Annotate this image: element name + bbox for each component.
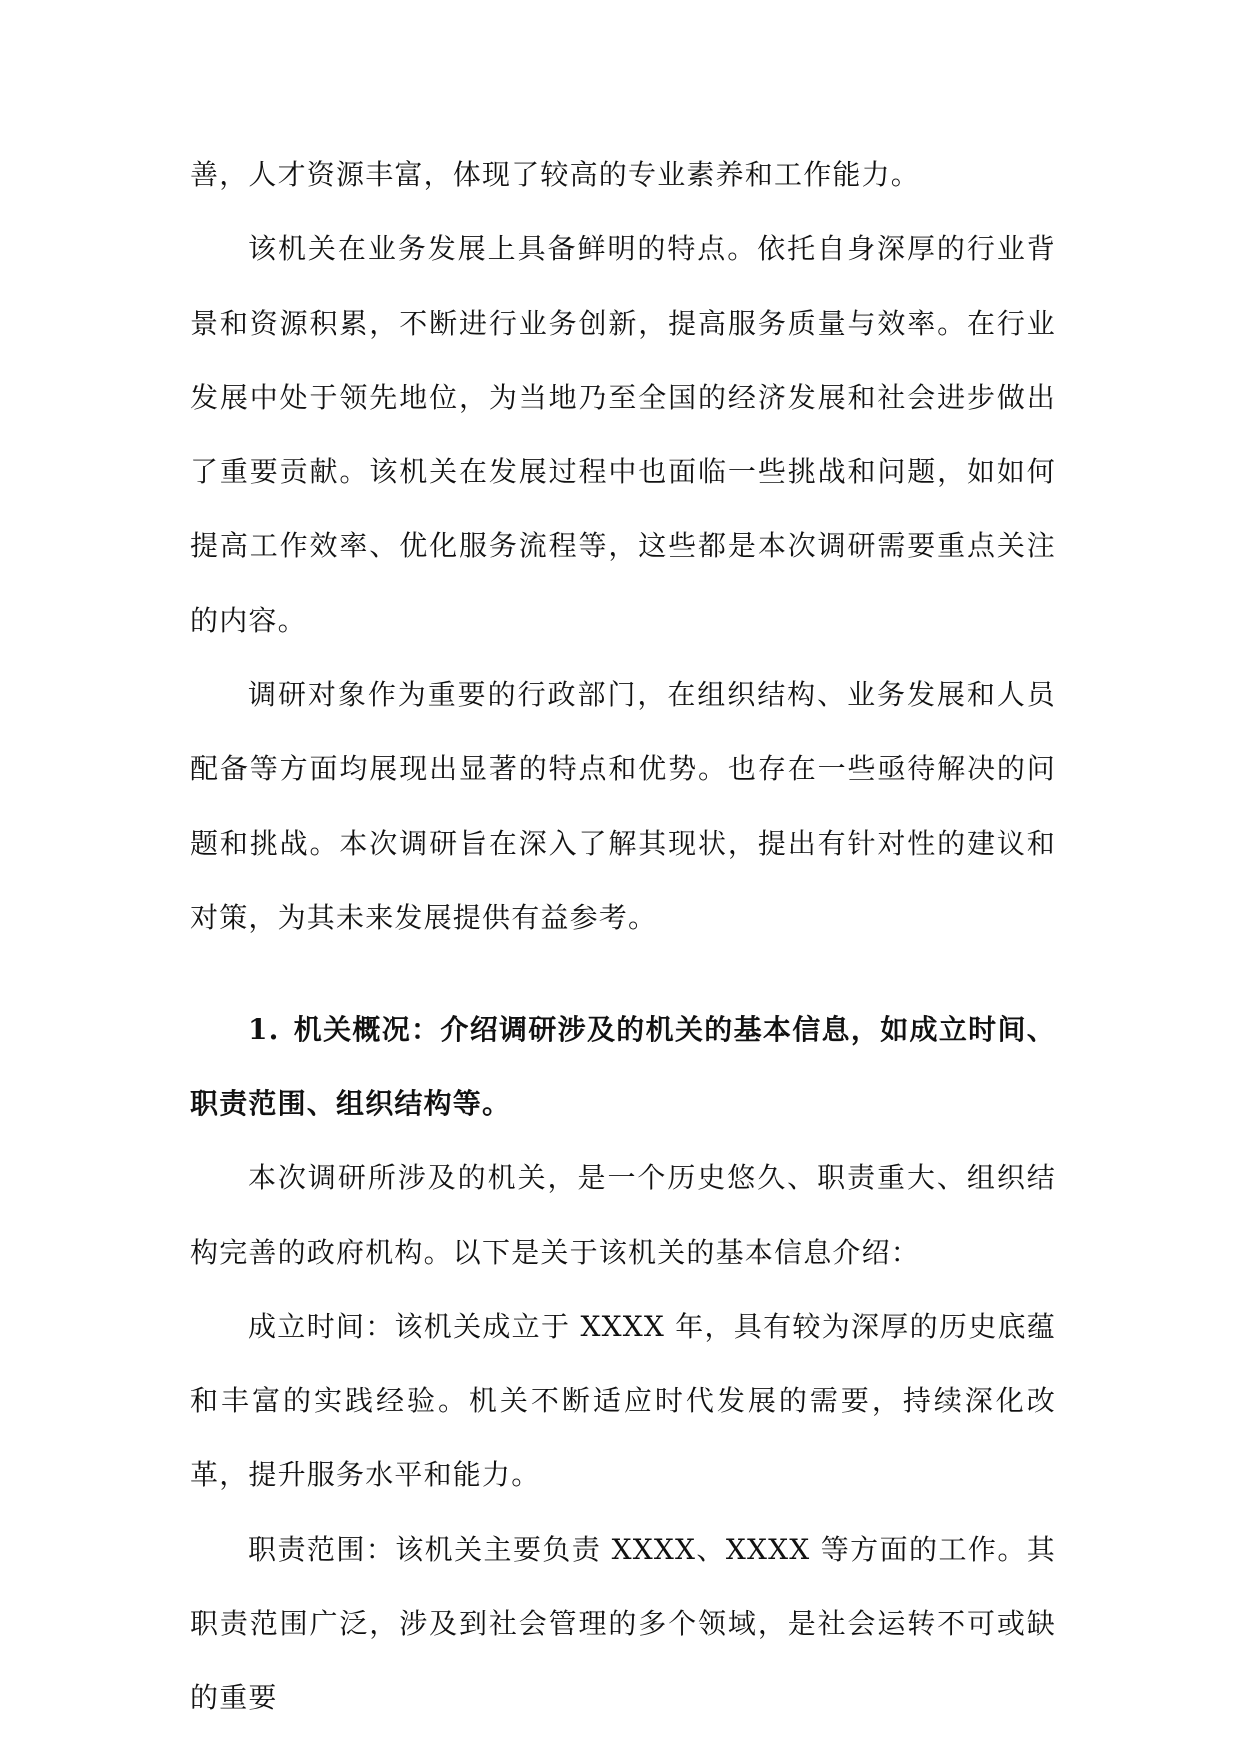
paragraph-business-features: 该机关在业务发展上具备鲜明的特点。依托自身深厚的行业背景和资源积累，不断进行业务创新，提高服务质量与效率。在行业发展中处于领先地位，为当地乃至全国的经济发展和社会进步做出了重要贡献。该机关在发展过程中也面临一些挑战和问题，如如何提高工作效率、优化服务流程等，这些都是本次调研需要重点关注的内容。 [190,232,1056,637]
document-body [190,138,1056,1736]
paragraph-research-subject: 调研对象作为重要的行政部门，在组织结构、业务发展和人员配备等方面均展现出显著的特点和优势。也存在一些亟待解决的问题和挑战。本次调研旨在深入了解其现状，提出有针对性的建议和对策，为其未来发展提供有益参考。 [190,678,1056,934]
paragraph-intro: 本次调研所涉及的机关，是一个历史悠久、职责重大、组织结构完善的政府机构。以下是关于该机关的基本信息介绍： [190,1161,1056,1269]
section-title: 机关概况：介绍调研涉及的机关的基本信息，如成立时间、职责范围、组织结构等。 [190,1013,1056,1121]
paragraph-continuation: 善，人才资源丰富，体现了较高的专业素养和工作能力。 [190,158,921,191]
paragraph-responsibilities: 职责范围：该机关主要负责 XXXX、XXXX 等方面的工作。其职责范围广泛，涉及到社会管理的多个领域，是社会运转不可或缺的重要 [190,1532,1056,1715]
section-number: 1. [248,1013,280,1047]
paragraph-founding-time: 成立时间：该机关成立于 XXXX 年，具有较为深厚的历史底蕴和丰富的实践经验。机关不断适应时代发展的需要，持续深化改革，提升服务水平和能力。 [190,1309,1056,1492]
section-heading [190,993,1056,1141]
